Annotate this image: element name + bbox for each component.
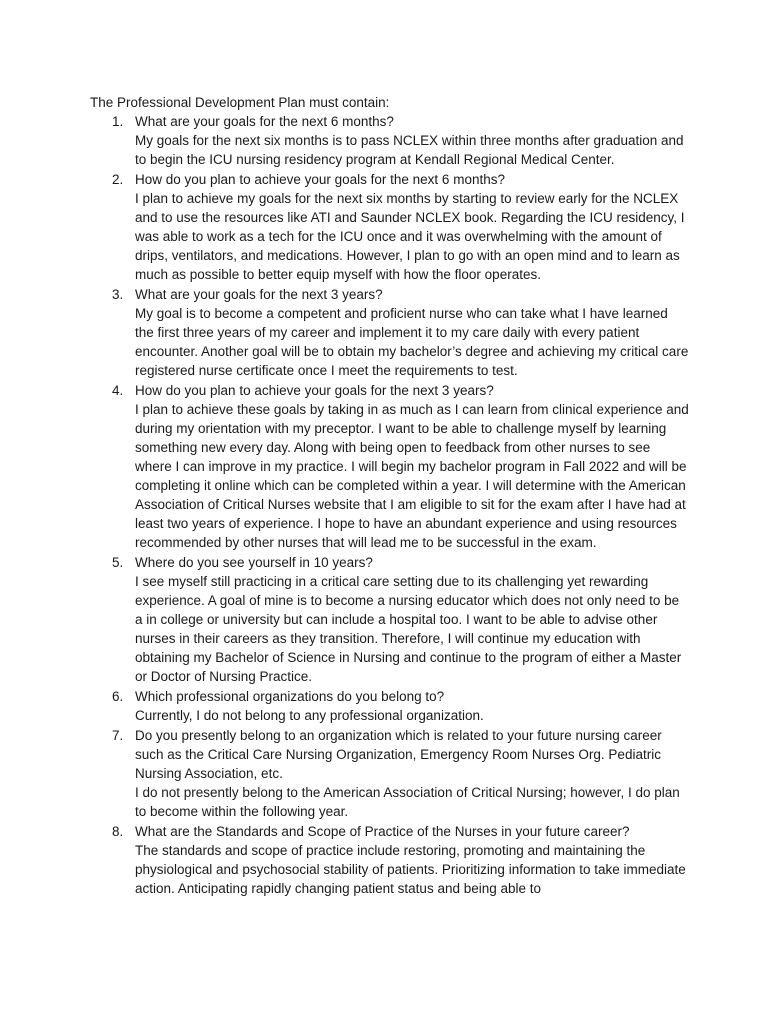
list-item xyxy=(90,553,690,686)
item-answer: The standards and scope of practice include restoring, promoting and maintaining the physiological and psychosocial stability of patients. Prioritizing information to take immediate action. Anticipating rapidly changing patient status and being able to xyxy=(135,843,686,896)
list-item xyxy=(90,170,690,284)
item-question: Do you presently belong to an organization which is related to your future nursing career such as the Critical Care Nursing Organization, Emergency Room Nurses Org. Pediatric Nursing Association, etc. xyxy=(135,728,662,781)
item-number: 7. xyxy=(112,728,124,743)
question-list xyxy=(90,112,690,898)
list-item xyxy=(90,381,690,552)
item-number: 1. xyxy=(112,114,124,129)
item-question: How do you plan to achieve your goals for the next 6 months? xyxy=(135,172,505,187)
item-question: How do you plan to achieve your goals for the next 3 years? xyxy=(135,383,494,398)
list-item xyxy=(90,687,690,725)
document-intro: The Professional Development Plan must contain: xyxy=(90,95,390,110)
item-answer: I do not presently belong to the American Association of Critical Nursing; however, I do plan to become within the following year. xyxy=(135,785,680,819)
item-question: Where do you see yourself in 10 years? xyxy=(135,555,373,570)
list-item xyxy=(90,112,690,169)
item-number: 5. xyxy=(112,555,124,570)
item-answer: Currently, I do not belong to any professional organization. xyxy=(135,708,484,723)
list-item xyxy=(90,822,690,898)
item-answer: I plan to achieve my goals for the next six months by starting to review early for the NCLEX and to use the resources like ATI and Saunder NCLEX book. Regarding the ICU residency, I was able to work as a tech for the ICU once and it was overwhelming with the amount of drips, ventilators, and medications. However, I plan to go with an open mind and to learn as much as possible to better equip myself with how the floor operates. xyxy=(135,191,685,282)
item-question: What are your goals for the next 6 months? xyxy=(135,114,394,129)
item-number: 8. xyxy=(112,824,124,839)
item-answer: My goal is to become a competent and proficient nurse who can take what I have learned the first three years of my career and implement it to my care daily with every patient encounter. Another goal will be to obtain my bachelor’s degree and achieving my critical care registered nurse certificate once I meet the requirements to test. xyxy=(135,306,689,378)
list-item xyxy=(90,726,690,821)
document-body xyxy=(90,93,690,898)
item-number: 2. xyxy=(112,172,124,187)
list-item xyxy=(90,285,690,380)
item-number: 3. xyxy=(112,287,124,302)
item-answer: My goals for the next six months is to pass NCLEX within three months after graduation and to begin the ICU nursing residency program at Kendall Regional Medical Center. xyxy=(135,133,684,167)
item-question: What are your goals for the next 3 years? xyxy=(135,287,383,302)
item-answer: I plan to achieve these goals by taking in as much as I can learn from clinical experience and during my orientation with my preceptor. I want to be able to challenge myself by learning something new every day. Along with being open to feedback from other nurses to see where I can improve in my practice. I will begin my bachelor program in Fall 2022 and will be completing it online which can be completed within a year. I will determine with the American Association of Critical Nurses website that I am eligible to sit for the exam after I have had at least two years of experience. I hope to have an abundant experience and using resources recommended by other nurses that will lead me to be successful in the exam. xyxy=(135,402,689,550)
item-number: 6. xyxy=(112,689,124,704)
item-question: Which professional organizations do you belong to? xyxy=(135,689,445,704)
item-answer: I see myself still practicing in a critical care setting due to its challenging yet rewarding experience. A goal of mine is to become a nursing educator which does not only need to be a in college or university but can include a hospital too. I want to be able to advise other nurses in their careers as they transition. Therefore, I will continue my education with obtaining my Bachelor of Science in Nursing and continue to the program of either a Master or Doctor of Nursing Practice. xyxy=(135,574,682,684)
item-question: What are the Standards and Scope of Practice of the Nurses in your future career? xyxy=(135,824,630,839)
item-number: 4. xyxy=(112,383,124,398)
